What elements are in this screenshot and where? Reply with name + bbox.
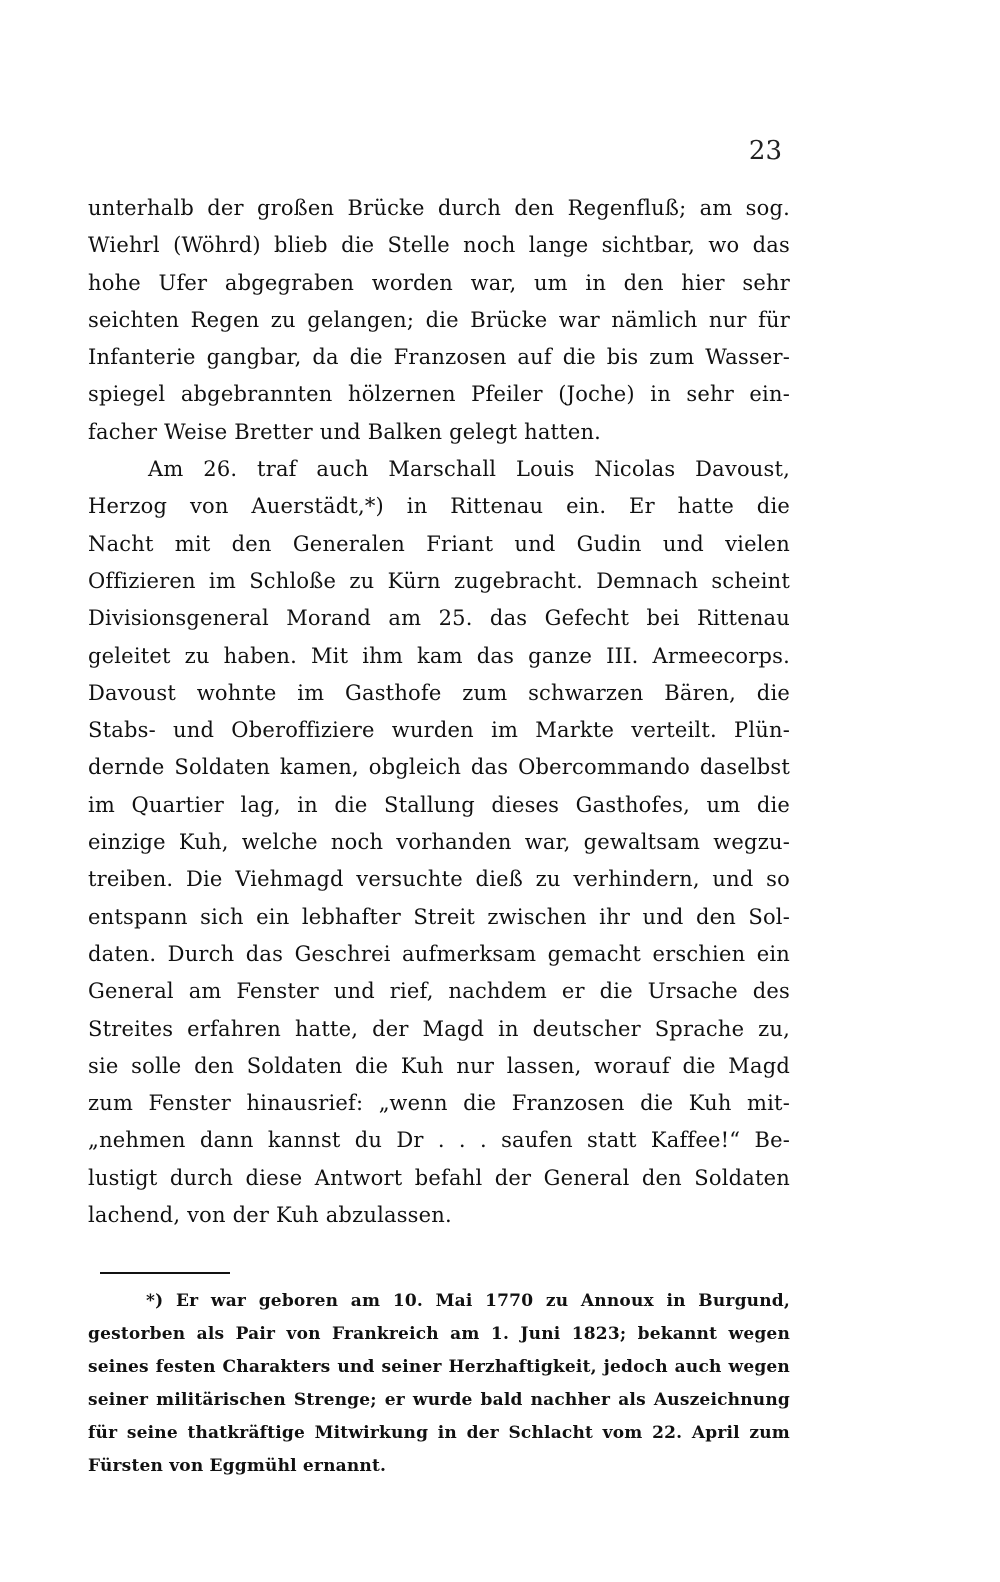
text-line: Herzog von Auerstädt,*) in Rittenau ein. Er hatte die — [88, 494, 790, 519]
text-line: Divisionsgeneral Morand am 25. das Gefecht bei Rittenau — [88, 606, 790, 631]
page-number: 23 — [748, 136, 782, 166]
text-line: Davoust wohnte im Gasthofe zum schwarzen Bären, die — [88, 680, 790, 705]
text-line: daten. Durch das Geschrei aufmerksam gemacht erschien ein — [88, 941, 790, 966]
footnote-line: für seine thatkräftige Mitwirkung in der Schlacht vom 22. April zum — [88, 1423, 790, 1443]
footnote-line: *) Er war geboren am 10. Mai 1770 zu Annoux in Burgund, — [146, 1291, 790, 1311]
text-line: facher Weise Bretter und Balken gelegt hatten. — [88, 419, 602, 444]
footnote-line: gestorben als Pair von Frankreich am 1. Juni 1823; bekannt wegen — [88, 1324, 790, 1344]
text-line: General am Fenster und rief, nachdem er die Ursache des — [88, 979, 790, 1004]
text-line: treiben. Die Viehmagd versuchte dieß zu verhindern, und so — [88, 867, 790, 892]
text-line: Am 26. traf auch Marschall Louis Nicolas Davoust, — [148, 457, 790, 482]
text-line: „nehmen dann kannst du Dr . . . saufen statt Kaffee!“ Be- — [88, 1128, 790, 1153]
text-line: lustigt durch diese Antwort befahl der General den Soldaten — [88, 1165, 790, 1190]
text-line: entspann sich ein lebhafter Streit zwischen ihr und den Sol- — [88, 904, 790, 929]
text-line: geleitet zu haben. Mit ihm kam das ganze III. Armeecorps. — [88, 643, 790, 668]
text-line: dernde Soldaten kamen, obgleich das Obercommando daselbst — [88, 755, 790, 780]
footnote-line: seiner militärischen Strenge; er wurde bald nachher als Auszeichnung — [88, 1390, 790, 1410]
text-line: zum Fenster hinausrief: „wenn die Franzosen die Kuh mit- — [88, 1091, 790, 1116]
footnote — [88, 1285, 790, 1483]
text-line: Nacht mit den Generalen Friant und Gudin und vielen — [88, 531, 790, 556]
text-line: lachend, von der Kuh abzulassen. — [88, 1203, 452, 1228]
text-line: sie solle den Soldaten die Kuh nur lassen, worauf die Magd — [88, 1053, 790, 1078]
text-line: hohe Ufer abgegraben worden war, um in den hier sehr — [88, 270, 790, 295]
body-text — [88, 190, 790, 1234]
footnote-separator — [100, 1272, 230, 1274]
text-line: Infanterie gangbar, da die Franzosen auf die bis zum Wasser- — [88, 345, 790, 370]
text-line: einzige Kuh, welche noch vorhanden war, gewaltsam wegzu- — [88, 830, 790, 855]
text-line: seichten Regen zu gelangen; die Brücke war nämlich nur für — [88, 307, 790, 332]
text-line: Stabs- und Oberoffiziere wurden im Markte verteilt. Plün- — [88, 718, 790, 743]
footnote-line: seines festen Charakters und seiner Herzhaftigkeit, jedoch auch wegen — [88, 1357, 790, 1377]
text-line: Wiehrl (Wöhrd) blieb die Stelle noch lange sichtbar, wo das — [88, 233, 790, 258]
footnote-line: Fürsten von Eggmühl ernannt. — [88, 1456, 387, 1476]
text-line: spiegel abgebrannten hölzernen Pfeiler (Joche) in sehr ein- — [88, 382, 790, 407]
text-line: unterhalb der großen Brücke durch den Regenfluß; am sog. — [88, 196, 790, 220]
text-line: im Quartier lag, in die Stallung dieses Gasthofes, um die — [88, 792, 790, 817]
text-line: Streites erfahren hatte, der Magd in deutscher Sprache zu, — [88, 1016, 790, 1041]
text-line: Offizieren im Schloße zu Kürn zugebracht. Demnach scheint — [88, 568, 790, 593]
